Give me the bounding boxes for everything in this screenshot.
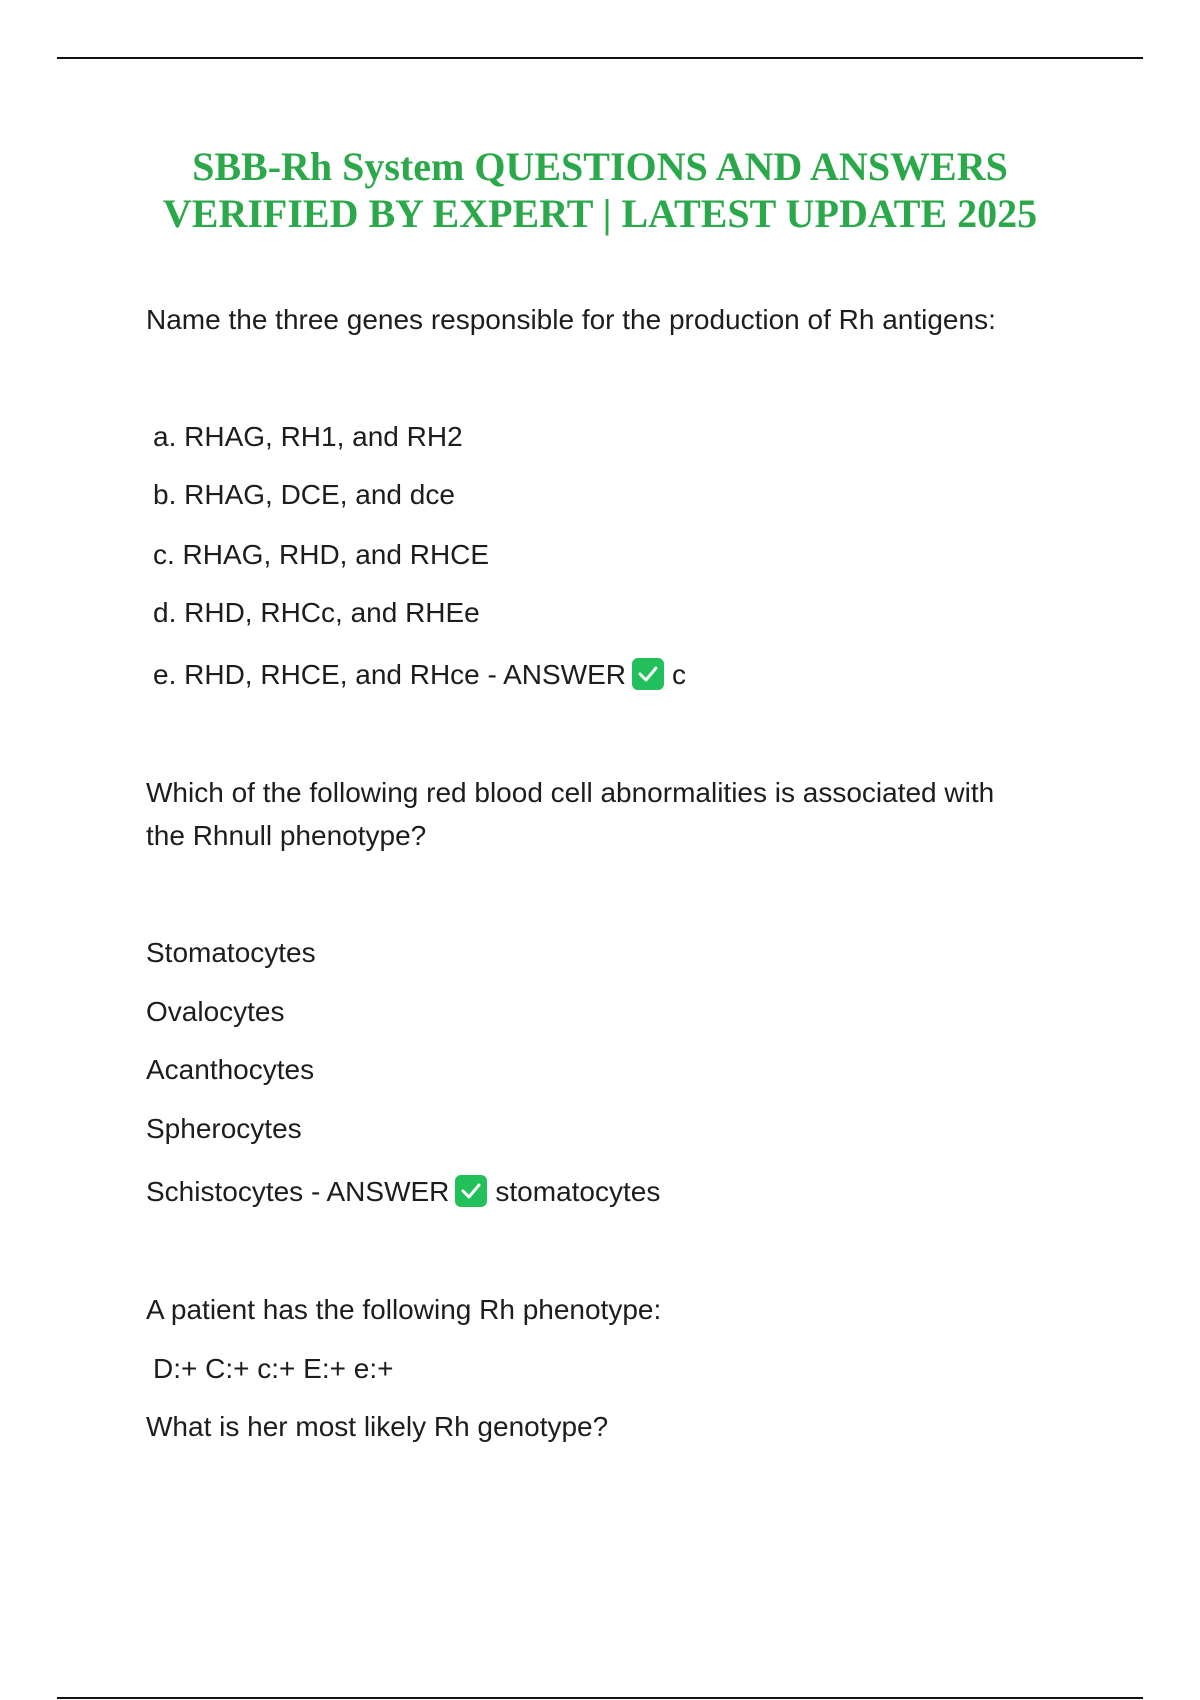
q1-option-e-answer-line xyxy=(153,658,686,692)
question-2-line-1: Which of the following red blood cell abnormalities is associated with xyxy=(146,777,995,808)
q2-option-1: Stomatocytes xyxy=(146,937,316,968)
title-line-1: SBB-Rh System QUESTIONS AND ANSWERS xyxy=(192,144,1008,189)
q2-option-3: Acanthocytes xyxy=(146,1054,315,1085)
title-line-2: VERIFIED BY EXPERT | LATEST UPDATE 2025 xyxy=(162,191,1038,236)
q1-option-e: e. RHD, RHCE, and RHce - ANSWER xyxy=(153,659,626,690)
check-mark-icon xyxy=(455,1175,487,1207)
q1-answer: c xyxy=(672,659,686,690)
q2-option-5-answer-line xyxy=(146,1175,660,1209)
footer-rule xyxy=(57,1697,1143,1699)
q2-option-2: Ovalocytes xyxy=(146,996,285,1027)
question-3-phenotype: D:+ C:+ c:+ E:+ e:+ xyxy=(153,1353,394,1384)
question-3-line-1: A patient has the following Rh phenotype: xyxy=(146,1294,662,1325)
question-2-line-2: the Rhnull phenotype? xyxy=(146,820,427,851)
q2-answer: stomatocytes xyxy=(495,1176,661,1207)
q1-option-c: c. RHAG, RHD, and RHCE xyxy=(153,539,490,570)
q2-option-5: Schistocytes - ANSWER xyxy=(146,1176,450,1207)
header-rule xyxy=(57,57,1143,59)
q2-option-4: Spherocytes xyxy=(146,1113,302,1144)
question-3-line-3: What is her most likely Rh genotype? xyxy=(146,1411,609,1442)
document-title xyxy=(0,143,1200,237)
check-mark-icon xyxy=(632,658,664,690)
question-1: Name the three genes responsible for the production of Rh antigens: xyxy=(146,304,996,335)
q1-option-d: d. RHD, RHCc, and RHEe xyxy=(153,597,480,628)
q1-option-b: b. RHAG, DCE, and dce xyxy=(153,479,455,510)
q1-option-a: a. RHAG, RH1, and RH2 xyxy=(153,421,463,452)
